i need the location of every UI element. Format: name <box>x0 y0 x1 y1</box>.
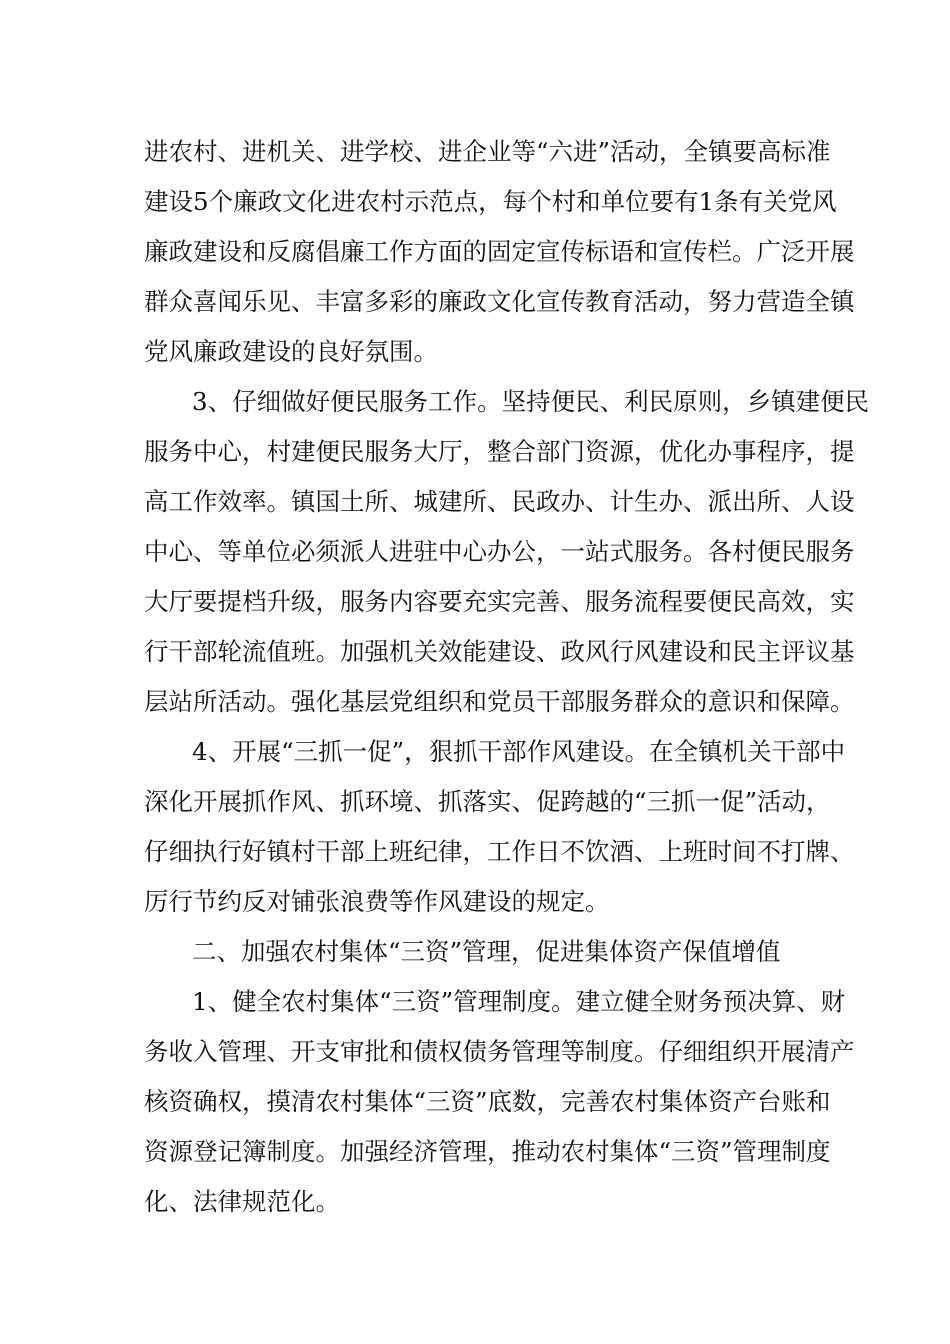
text-line-3: 廉政建设和反腐倡廉工作方面的固定宣传标语和宣传栏。广泛开展 <box>144 237 855 266</box>
text-line-14: 深化开展抓作风、抓环境、抓落实、促跨越的“三抓一促”活动， <box>144 787 831 816</box>
text-line-21: 资源登记簿制度。加强经济管理，推动农村集体“三资”管理制度 <box>144 1137 831 1166</box>
text-line-9: 中心、等单位必须派人进驻中心办公，一站式服务。各村便民服务 <box>144 537 855 566</box>
text-line-7: 服务中心，村建便民服务大厅，整合部门资源，优化办事程序，提 <box>144 437 855 466</box>
text-line-4: 群众喜闻乐见、丰富多彩的廉政文化宣传教育活动，努力营造全镇 <box>144 287 855 316</box>
text-line-5: 党风廉政建设的良好氛围。 <box>144 337 438 366</box>
text-line-20: 核资确权，摸清农村集体“三资”底数，完善农村集体资产台账和 <box>144 1087 831 1116</box>
text-line-19: 务收入管理、开支审批和债权债务管理等制度。仔细组织开展清产 <box>144 1037 855 1066</box>
section-heading: 二、加强农村集体“三资”管理，促进集体资产保值增值 <box>192 937 781 966</box>
text-line-2: 建设5个廉政文化进农村示范点，每个村和单位要有1条有关党风 <box>144 187 837 216</box>
text-line-12: 层站所活动。强化基层党组织和党员干部服务群众的意识和保障。 <box>144 687 855 716</box>
paragraph-3-start: 3、仔细做好便民服务工作。坚持便民、利民原则，乡镇建便民 <box>192 387 870 416</box>
paragraph-4-start: 4、开展“三抓一促”，狠抓干部作风建设。在全镇机关干部中 <box>192 737 846 766</box>
paragraph-1-start: 1、健全农村集体“三资”管理制度。建立健全财务预决算、财 <box>192 987 846 1016</box>
text-line-16: 厉行节约反对铺张浪费等作风建设的规定。 <box>144 887 610 916</box>
text-line-11: 行干部轮流值班。加强机关效能建设、政风行风建设和民主评议基 <box>144 637 855 666</box>
text-line-8: 高工作效率。镇国土所、城建所、民政办、计生办、派出所、人设 <box>144 487 855 516</box>
text-line-22: 化、法律规范化。 <box>144 1187 340 1216</box>
text-line-1: 进农村、进机关、进学校、进企业等“六进”活动，全镇要高标准 <box>144 137 831 166</box>
text-line-15: 仔细执行好镇村干部上班纪律，工作日不饮酒、上班时间不打牌、 <box>144 837 855 866</box>
text-line-10: 大厅要提档升级，服务内容要充实完善、服务流程要便民高效，实 <box>144 587 855 616</box>
